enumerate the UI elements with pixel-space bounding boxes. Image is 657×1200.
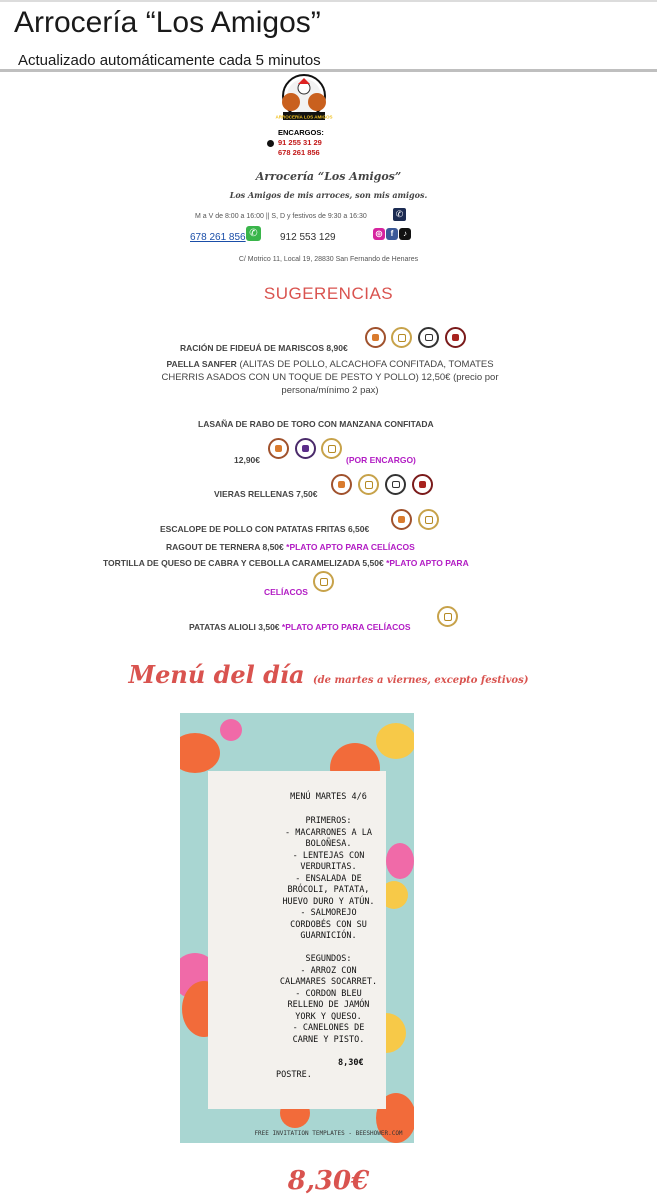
update-notice: Actualizado automáticamente cada 5 minutos: [18, 52, 321, 69]
page-title: Arrocería “Los Amigos”: [14, 6, 321, 39]
list-item-note: [264, 587, 308, 597]
menu-card-postre: POSTRE.: [276, 1070, 312, 1080]
facebook-icon[interactable]: f: [386, 228, 398, 240]
menu-del-dia-title: [0, 660, 657, 689]
allergen-icon: [418, 509, 439, 530]
allergen-icon: [313, 571, 334, 592]
allergen-icon: [391, 509, 412, 530]
restaurant-slogan: Los Amigos de mis arroces, son mis amigos.: [229, 190, 428, 200]
item-price: 12,90€: [234, 455, 260, 465]
item-note: (POR ENCARGO): [346, 455, 416, 465]
phone-number[interactable]: 912 553 129: [280, 232, 336, 243]
item-name: PAELLA SANFER: [166, 359, 237, 369]
allergen-icon: [437, 606, 458, 627]
menu-price: 8,30€: [287, 1166, 370, 1196]
social-links: [373, 228, 411, 241]
item-note: CELÍACOS: [264, 587, 308, 597]
sugerencias-title: SUGERENCIAS: [263, 284, 394, 303]
item-text: ESCALOPE DE POLLO CON PATATAS FRITAS 6,50€: [160, 524, 370, 534]
encargos-phone-1[interactable]: 91 255 31 29: [278, 138, 322, 147]
encargos-block: [270, 128, 350, 158]
item-text: LASAÑA DE RABO DE TORO CON MANZANA CONFITADA: [198, 419, 434, 429]
tiktok-icon[interactable]: ♪: [399, 228, 411, 240]
allergen-icon: [445, 327, 466, 348]
list-item: [103, 558, 469, 568]
menu-del-dia-subtitle: (de martes a viernes, excepto festivos): [312, 675, 529, 686]
item-note: *PLATO APTO PARA CELÍACOS: [286, 542, 415, 552]
allergen-icon: [295, 438, 316, 459]
flower-decoration: [220, 719, 242, 741]
app-header: [0, 0, 657, 72]
allergen-icon: [412, 474, 433, 495]
list-item: [160, 524, 369, 534]
allergen-icon: [331, 474, 352, 495]
encargos-phone-2[interactable]: 678 261 856: [278, 148, 320, 157]
list-item: [198, 419, 434, 429]
list-item: [180, 343, 348, 353]
flower-decoration: [376, 723, 414, 759]
allergen-icon: [418, 327, 439, 348]
phone-icon[interactable]: ✆: [393, 208, 406, 221]
encargos-label: ENCARGOS:: [278, 128, 324, 137]
list-item: [189, 622, 411, 632]
item-text: PATATAS ALIOLI 3,50€: [189, 622, 280, 632]
item-text: VIERAS RELLENAS 7,50€: [214, 489, 318, 499]
allergen-icon: [321, 438, 342, 459]
address: C/ Motrico 11, Local 19, 28830 San Fernando de Henares: [238, 256, 419, 263]
item-note: *PLATO APTO PARA CELÍACOS: [281, 622, 411, 632]
logo-text: ARROCERÍA LOS AMIGOS: [275, 114, 333, 120]
menu-del-dia-heading: Menú del día: [128, 660, 305, 689]
whatsapp-small-icon: [267, 140, 274, 147]
list-item: [214, 489, 317, 499]
instagram-icon[interactable]: ◎: [373, 228, 385, 240]
list-item: [150, 358, 510, 397]
allergen-icon: [358, 474, 379, 495]
allergen-icon: [365, 327, 386, 348]
restaurant-name: Arrocería “Los Amigos”: [255, 170, 402, 183]
whatsapp-link[interactable]: 678 261 856: [190, 232, 246, 243]
allergen-icon: [391, 327, 412, 348]
list-item-note: [346, 455, 416, 465]
list-item: [166, 542, 415, 552]
item-text: (ALITAS DE POLLO, ALCACHOFA CONFITADA, TOMATES CHERRIS ASADOS CON UN TOQUE DE PESTO Y POLLO) 12,50€ (precio por persona/mínimo 2 pax): [161, 359, 499, 396]
allergen-icon: [385, 474, 406, 495]
item-note: *PLATO APTO PARA: [386, 558, 469, 568]
flower-decoration: [180, 733, 220, 773]
item-text: RAGOUT DE TERNERA 8,50€: [166, 542, 284, 552]
menu-card-price: 8,30€: [338, 1058, 364, 1068]
item-text: RACIÓN DE FIDEUÁ DE MARISCOS 8,90€: [180, 343, 348, 353]
opening-hours: M a V de 8:00 a 16:00 || S, D y festivos de 9:30 a 16:30: [195, 213, 367, 220]
menu-card-footer: FREE INVITATION TEMPLATES - BEESHOWER.COM: [254, 1130, 403, 1137]
item-text: TORTILLA DE QUESO DE CABRA Y CEBOLLA CARAMELIZADA 5,50€: [103, 558, 384, 568]
whatsapp-icon[interactable]: ✆: [246, 226, 261, 241]
list-item: [234, 455, 260, 465]
menu-card-title: MENÚ MARTES 4/6: [290, 792, 367, 802]
menu-card-body: PRIMEROS: - MACARRONES A LA BOLOÑESA. - LENTEJAS CON VERDURITAS. - ENSALADA DE BRÓCOLI, PATATA, HUEVO DURO Y ATÚN. - SALMOREJO CORDOBÉS CON SU GUARNICIÓN. SEGUNDOS: - ARROZ CON CALAMARES SOCARRET. - CORDON BLEU RELLENO DE JAMÓN YORK Y QUESO. - CANELONES DE CARNE Y PISTO.: [279, 816, 378, 1045]
restaurant-logo: [271, 74, 337, 126]
allergen-icon: [268, 438, 289, 459]
